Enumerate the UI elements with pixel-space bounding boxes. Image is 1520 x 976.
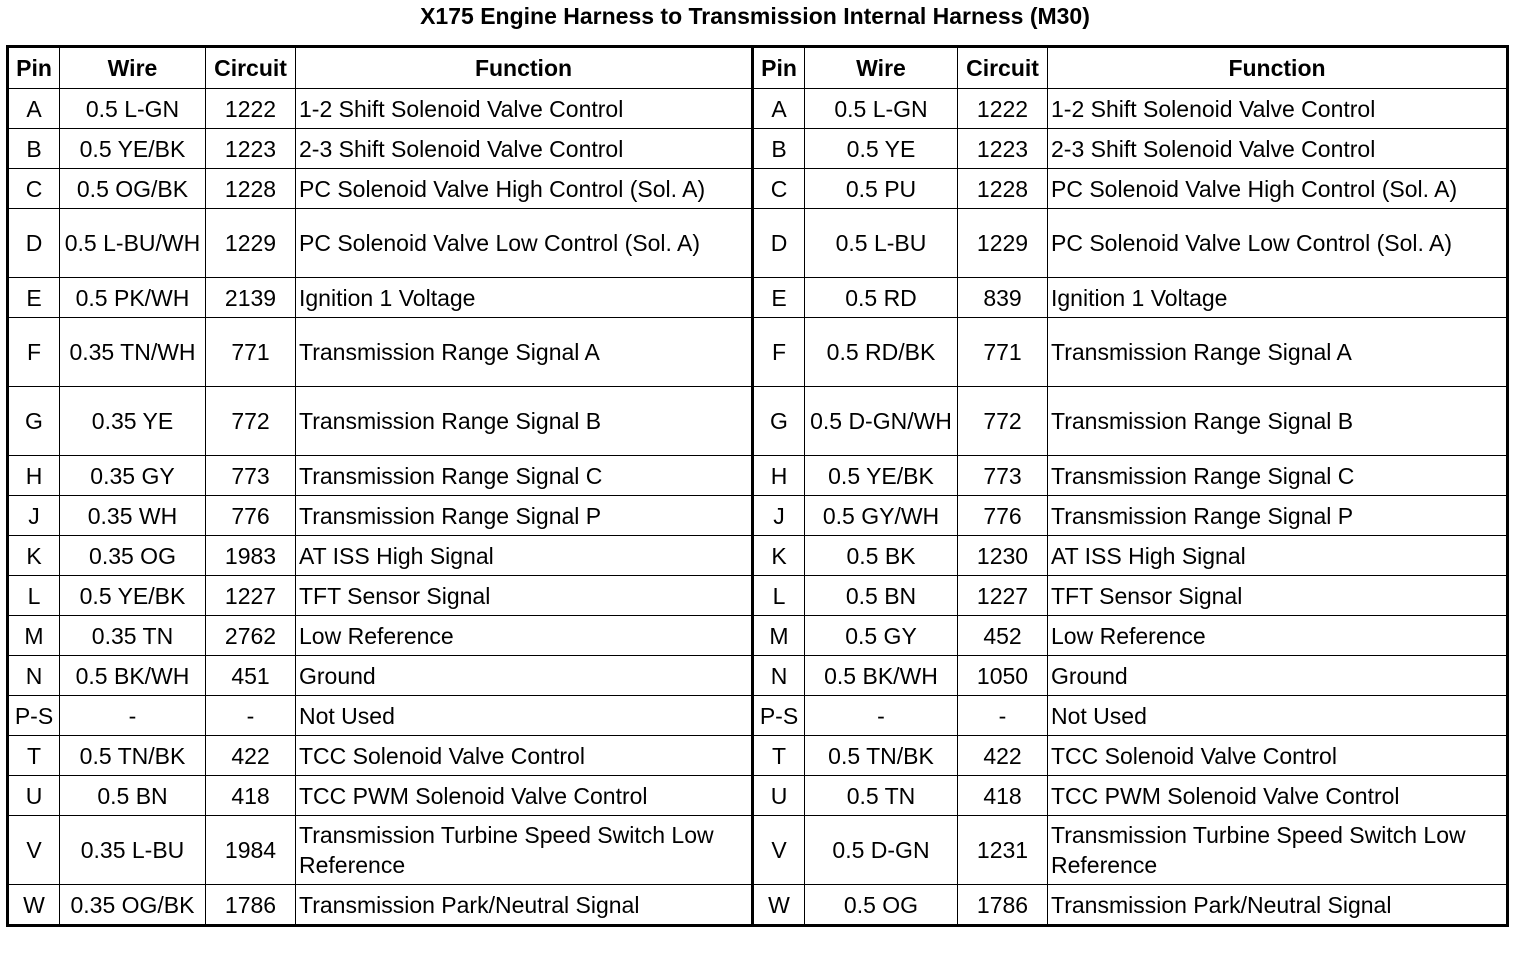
wire-cell: 0.35 TN/WH xyxy=(60,318,206,387)
pin-cell: W xyxy=(8,885,60,926)
function-cell: Transmission Range Signal B xyxy=(296,387,753,456)
function-cell: 1-2 Shift Solenoid Valve Control xyxy=(296,89,753,129)
pin-cell: G xyxy=(753,387,805,456)
circuit-cell: 1227 xyxy=(206,576,296,616)
table-row xyxy=(8,496,1508,536)
function-cell: Transmission Range Signal P xyxy=(1048,496,1508,536)
table-row xyxy=(8,736,1508,776)
pin-cell: W xyxy=(753,885,805,926)
function-cell: Transmission Park/Neutral Signal xyxy=(1048,885,1508,926)
function-cell: TCC PWM Solenoid Valve Control xyxy=(1048,776,1508,816)
wire-cell: 0.5 RD/BK xyxy=(805,318,958,387)
wire-cell: 0.5 TN/BK xyxy=(805,736,958,776)
circuit-cell: 771 xyxy=(958,318,1048,387)
circuit-cell: 422 xyxy=(206,736,296,776)
function-cell: Ground xyxy=(296,656,753,696)
table-row xyxy=(8,278,1508,318)
circuit-cell: 422 xyxy=(958,736,1048,776)
circuit-cell: 1228 xyxy=(958,169,1048,209)
wire-cell: - xyxy=(60,696,206,736)
function-cell: TFT Sensor Signal xyxy=(1048,576,1508,616)
header-wire-2: Wire xyxy=(805,47,958,89)
circuit-cell: 1786 xyxy=(206,885,296,926)
circuit-cell: 772 xyxy=(958,387,1048,456)
pin-cell: N xyxy=(753,656,805,696)
wire-cell: 0.5 YE/BK xyxy=(60,576,206,616)
wire-cell: 0.5 OG/BK xyxy=(60,169,206,209)
circuit-cell: - xyxy=(958,696,1048,736)
circuit-cell: 2139 xyxy=(206,278,296,318)
circuit-cell: 1983 xyxy=(206,536,296,576)
function-cell: 2-3 Shift Solenoid Valve Control xyxy=(1048,129,1508,169)
function-cell: TCC Solenoid Valve Control xyxy=(296,736,753,776)
pin-cell: J xyxy=(8,496,60,536)
wire-cell: 0.35 L-BU xyxy=(60,816,206,885)
pin-cell: J xyxy=(753,496,805,536)
table-row xyxy=(8,816,1508,885)
wire-cell: 0.5 BK/WH xyxy=(805,656,958,696)
function-cell: AT ISS High Signal xyxy=(1048,536,1508,576)
circuit-cell: 1223 xyxy=(958,129,1048,169)
circuit-cell: 1222 xyxy=(958,89,1048,129)
header-pin: Pin xyxy=(8,47,60,89)
pin-cell: A xyxy=(8,89,60,129)
wire-cell: 0.5 L-BU/WH xyxy=(60,209,206,278)
pin-cell: L xyxy=(753,576,805,616)
circuit-cell: 451 xyxy=(206,656,296,696)
pin-cell: B xyxy=(8,129,60,169)
pin-cell: M xyxy=(8,616,60,656)
table-row xyxy=(8,387,1508,456)
wire-cell: 0.5 YE xyxy=(805,129,958,169)
pin-cell: V xyxy=(753,816,805,885)
wire-cell: 0.5 L-BU xyxy=(805,209,958,278)
table-row xyxy=(8,576,1508,616)
wire-cell: 0.5 BN xyxy=(60,776,206,816)
pin-cell: G xyxy=(8,387,60,456)
function-cell: Low Reference xyxy=(296,616,753,656)
table-row xyxy=(8,209,1508,278)
function-cell: Transmission Range Signal C xyxy=(1048,456,1508,496)
circuit-cell: - xyxy=(206,696,296,736)
pin-cell: F xyxy=(753,318,805,387)
wire-cell: 0.5 D-GN xyxy=(805,816,958,885)
table-row xyxy=(8,318,1508,387)
circuit-cell: 771 xyxy=(206,318,296,387)
circuit-cell: 1229 xyxy=(206,209,296,278)
pin-cell: E xyxy=(8,278,60,318)
wire-cell: 0.35 WH xyxy=(60,496,206,536)
pin-cell: M xyxy=(753,616,805,656)
circuit-cell: 452 xyxy=(958,616,1048,656)
function-cell: Ignition 1 Voltage xyxy=(296,278,753,318)
function-cell: Transmission Turbine Speed Switch Low Reference xyxy=(1048,816,1508,885)
pin-cell: D xyxy=(8,209,60,278)
circuit-cell: 1230 xyxy=(958,536,1048,576)
wire-cell: 0.5 BN xyxy=(805,576,958,616)
pin-cell: B xyxy=(753,129,805,169)
pin-cell: K xyxy=(753,536,805,576)
wire-cell: 0.5 D-GN/WH xyxy=(805,387,958,456)
circuit-cell: 1984 xyxy=(206,816,296,885)
pinout-table xyxy=(6,45,1509,927)
circuit-cell: 773 xyxy=(206,456,296,496)
function-cell: Transmission Park/Neutral Signal xyxy=(296,885,753,926)
function-cell: Ground xyxy=(1048,656,1508,696)
wire-cell: 0.5 OG xyxy=(805,885,958,926)
table-row xyxy=(8,696,1508,736)
wire-cell: 0.5 L-GN xyxy=(60,89,206,129)
function-cell: Ignition 1 Voltage xyxy=(1048,278,1508,318)
wire-cell: - xyxy=(805,696,958,736)
pin-cell: F xyxy=(8,318,60,387)
pin-cell: C xyxy=(753,169,805,209)
function-cell: TCC Solenoid Valve Control xyxy=(1048,736,1508,776)
wire-cell: 0.5 TN/BK xyxy=(60,736,206,776)
circuit-cell: 839 xyxy=(958,278,1048,318)
header-circuit-2: Circuit xyxy=(958,47,1048,89)
function-cell: Transmission Range Signal A xyxy=(1048,318,1508,387)
table-row xyxy=(8,169,1508,209)
table-row xyxy=(8,656,1508,696)
wire-cell: 0.5 GY/WH xyxy=(805,496,958,536)
function-cell: TCC PWM Solenoid Valve Control xyxy=(296,776,753,816)
function-cell: Transmission Turbine Speed Switch Low Reference xyxy=(296,816,753,885)
function-cell: Not Used xyxy=(296,696,753,736)
circuit-cell: 773 xyxy=(958,456,1048,496)
table-body xyxy=(8,89,1508,926)
wire-cell: 0.5 PU xyxy=(805,169,958,209)
pin-cell: T xyxy=(8,736,60,776)
wire-cell: 0.35 TN xyxy=(60,616,206,656)
circuit-cell: 772 xyxy=(206,387,296,456)
function-cell: AT ISS High Signal xyxy=(296,536,753,576)
pin-cell: P-S xyxy=(8,696,60,736)
circuit-cell: 1227 xyxy=(958,576,1048,616)
pin-cell: L xyxy=(8,576,60,616)
table-row xyxy=(8,456,1508,496)
function-cell: Low Reference xyxy=(1048,616,1508,656)
function-cell: PC Solenoid Valve High Control (Sol. A) xyxy=(1048,169,1508,209)
circuit-cell: 1229 xyxy=(958,209,1048,278)
pin-cell: E xyxy=(753,278,805,318)
circuit-cell: 1786 xyxy=(958,885,1048,926)
wire-cell: 0.5 YE/BK xyxy=(60,129,206,169)
function-cell: PC Solenoid Valve Low Control (Sol. A) xyxy=(1048,209,1508,278)
circuit-cell: 1228 xyxy=(206,169,296,209)
circuit-cell: 2762 xyxy=(206,616,296,656)
header-function-2: Function xyxy=(1048,47,1508,89)
function-cell: Transmission Range Signal B xyxy=(1048,387,1508,456)
pin-cell: K xyxy=(8,536,60,576)
pin-cell: A xyxy=(753,89,805,129)
table-title: X175 Engine Harness to Transmission Internal Harness (M30) xyxy=(420,3,1090,29)
header-function: Function xyxy=(296,47,753,89)
header-circuit: Circuit xyxy=(206,47,296,89)
wire-cell: 0.5 PK/WH xyxy=(60,278,206,318)
function-cell: 2-3 Shift Solenoid Valve Control xyxy=(296,129,753,169)
circuit-cell: 1050 xyxy=(958,656,1048,696)
pin-cell: T xyxy=(753,736,805,776)
table-row xyxy=(8,536,1508,576)
circuit-cell: 418 xyxy=(206,776,296,816)
table-row xyxy=(8,89,1508,129)
pin-cell: D xyxy=(753,209,805,278)
table-row xyxy=(8,616,1508,656)
header-wire: Wire xyxy=(60,47,206,89)
function-cell: PC Solenoid Valve Low Control (Sol. A) xyxy=(296,209,753,278)
function-cell: 1-2 Shift Solenoid Valve Control xyxy=(1048,89,1508,129)
circuit-cell: 1223 xyxy=(206,129,296,169)
function-cell: Not Used xyxy=(1048,696,1508,736)
wire-cell: 0.35 OG/BK xyxy=(60,885,206,926)
pin-cell: P-S xyxy=(753,696,805,736)
function-cell: TFT Sensor Signal xyxy=(296,576,753,616)
pin-cell: U xyxy=(753,776,805,816)
header-pin-2: Pin xyxy=(753,47,805,89)
circuit-cell: 418 xyxy=(958,776,1048,816)
wire-cell: 0.5 GY xyxy=(805,616,958,656)
table-row xyxy=(8,776,1508,816)
function-cell: PC Solenoid Valve High Control (Sol. A) xyxy=(296,169,753,209)
circuit-cell: 1231 xyxy=(958,816,1048,885)
wire-cell: 0.5 BK/WH xyxy=(60,656,206,696)
pin-cell: V xyxy=(8,816,60,885)
header-row xyxy=(8,47,1508,89)
wire-cell: 0.35 YE xyxy=(60,387,206,456)
pin-cell: C xyxy=(8,169,60,209)
pin-cell: H xyxy=(8,456,60,496)
wire-cell: 0.5 L-GN xyxy=(805,89,958,129)
wire-cell: 0.5 BK xyxy=(805,536,958,576)
function-cell: Transmission Range Signal C xyxy=(296,456,753,496)
pin-cell: U xyxy=(8,776,60,816)
circuit-cell: 776 xyxy=(958,496,1048,536)
table-row xyxy=(8,885,1508,926)
circuit-cell: 1222 xyxy=(206,89,296,129)
function-cell: Transmission Range Signal P xyxy=(296,496,753,536)
wire-cell: 0.5 YE/BK xyxy=(805,456,958,496)
pin-cell: N xyxy=(8,656,60,696)
wire-cell: 0.35 OG xyxy=(60,536,206,576)
wire-cell: 0.35 GY xyxy=(60,456,206,496)
circuit-cell: 776 xyxy=(206,496,296,536)
pin-cell: H xyxy=(753,456,805,496)
wire-cell: 0.5 RD xyxy=(805,278,958,318)
wire-cell: 0.5 TN xyxy=(805,776,958,816)
table-row xyxy=(8,129,1508,169)
function-cell: Transmission Range Signal A xyxy=(296,318,753,387)
